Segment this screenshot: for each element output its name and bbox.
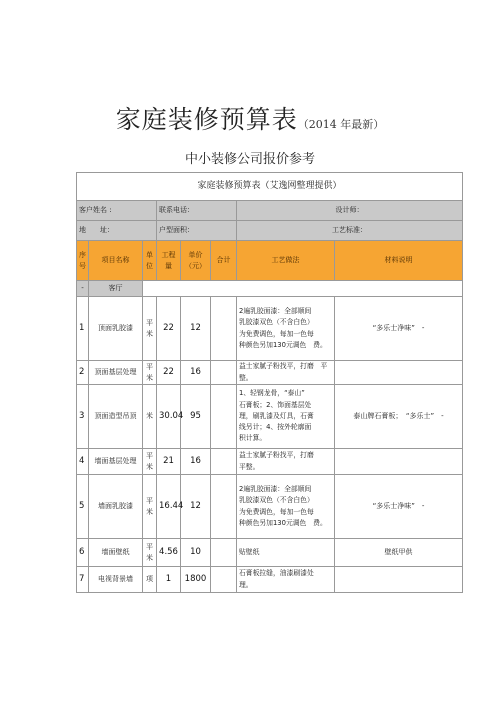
address-label: 地 址： [77,221,157,241]
cell-seq: 3 [77,385,89,449]
cell-total [211,567,237,593]
cell-material: 泰山牌石膏板； “多乐士” - [335,385,463,449]
craft-line: 积计算。 [239,434,267,443]
cell-unit: 平米 [143,539,157,567]
cell-item-name: 顶面基层处理 [89,361,143,385]
header-qty: 工程量 [157,241,181,281]
budget-table [76,172,463,593]
cell-price: 10 [181,539,211,567]
cell-unit: 米 [143,385,157,449]
cell-unit: 平米 [143,297,157,361]
cell-craft [237,475,335,539]
craft-line: 乳胶漆双色（不含白色） [239,318,314,327]
table-caption: 家庭装修预算表（艾逸网整理提供） [77,173,463,201]
craft-line: 种颜色另加130元调色 费。 [239,340,327,349]
cell-qty: 1 [157,567,181,593]
craft-line: 贴壁纸 [239,547,260,556]
header-item: 项目名称 [89,241,143,281]
cell-material [335,567,463,593]
section-filler [143,281,463,297]
cell-total [211,361,237,385]
cell-item-name: 墙面壁纸 [89,539,143,567]
cell-total [211,297,237,361]
cell-seq: 6 [77,539,89,567]
section-row [77,281,463,297]
info-row-customer [77,201,463,221]
cell-price: 12 [181,475,211,539]
header-craft: 工艺做法 [237,241,335,281]
cell-craft [237,297,335,361]
header-row [77,241,463,281]
cell-item-name: 墙面基层处理 [89,449,143,475]
craft-line: 2遍乳胶面漆：全部顺间 [239,485,312,494]
craft-line: 种颜色另加130元调色 费。 [239,518,327,527]
craft-line: 理，刷乳漆及灯具，石膏 [239,411,314,420]
cell-unit: 平米 [143,361,157,385]
table-row [77,385,463,449]
cell-qty: 4.56 [157,539,181,567]
info-row-address [77,221,463,241]
cell-seq: 1 [77,297,89,361]
craft-standard-label: 工艺标准： [237,221,463,241]
section-marker: - [77,281,89,297]
craft-line: 为免费调色，每加一色每 [239,507,314,516]
cell-craft [237,361,335,385]
header-seq: 序号 [77,241,89,281]
craft-line: 石膏板拉缝，油漆刷漆处 理。 [239,569,321,589]
craft-line: 线另计；4、按外轮廓面 [239,423,312,432]
cell-total [211,539,237,567]
craft-line: 平整。 [239,462,260,471]
cell-qty: 30.04 [157,385,181,449]
cell-craft [237,539,335,567]
craft-line: 益士家腻子粉找平，打磨 [239,451,314,460]
table-row [77,567,463,593]
customer-name-label: 客户姓名 : [77,201,157,221]
document-title [0,100,500,136]
header-price: 单价（元） [181,241,211,281]
cell-seq: 5 [77,475,89,539]
cell-unit: 平米 [143,449,157,475]
cell-price: 16 [181,361,211,385]
cell-unit: 平米 [143,475,157,539]
cell-item-name: 顶面乳胶漆 [89,297,143,361]
section-name: 客厅 [89,281,143,297]
cell-price: 16 [181,449,211,475]
cell-seq: 4 [77,449,89,475]
table-row [77,475,463,539]
cell-craft [237,567,335,593]
cell-qty: 22 [157,361,181,385]
cell-seq: 2 [77,361,89,385]
header-total: 合计 [211,241,237,281]
craft-line: 乳胶漆双色（不含白色） [239,496,314,505]
header-material: 材料说明 [335,241,463,281]
craft-line: 为免费调色，每加一色每 [239,329,314,338]
cell-price: 12 [181,297,211,361]
cell-material: “多乐士净味” - [335,475,463,539]
cell-item-name: 电视背景墙 [89,567,143,593]
cell-unit: 项 [143,567,157,593]
table-body [77,297,463,593]
cell-total [211,385,237,449]
title-main: 家庭装修预算表 [115,105,298,134]
title-year: （2014 年最新） [297,118,385,131]
craft-line: 2遍乳胶面漆：全部顺间 [239,307,312,316]
table-row [77,297,463,361]
table-row [77,449,463,475]
cell-total [211,449,237,475]
table-row [77,539,463,567]
cell-total [211,475,237,539]
designer-label: 设计师： [237,201,463,221]
cell-qty: 16.44 [157,475,181,539]
craft-line: 1、轻钢龙骨，“泰山” [239,389,305,398]
area-label: 户型面积： [157,221,237,241]
cell-material: 壁纸甲供 [335,539,463,567]
cell-item-name: 顶面造型吊顶 [89,385,143,449]
cell-price: 1800 [181,567,211,593]
cell-qty: 21 [157,449,181,475]
table-caption-row [77,173,463,201]
cell-qty: 22 [157,297,181,361]
cell-item-name: 墙面乳胶漆 [89,475,143,539]
cell-price: 95 [181,385,211,449]
document-subtitle: 中小装修公司报价参考 [184,152,315,167]
phone-label: 联系电话： [157,201,237,221]
cell-material [335,361,463,385]
header-unit: 单位 [143,241,157,281]
cell-material [335,449,463,475]
cell-material: “多乐士净味” - [335,297,463,361]
cell-craft [237,385,335,449]
craft-line: 石膏板；2、饰面基层处 [239,400,312,409]
cell-seq: 7 [77,567,89,593]
cell-craft [237,449,335,475]
craft-line: 益士家腻子粉找平，打磨 平整。 [239,362,328,382]
table-row [77,361,463,385]
